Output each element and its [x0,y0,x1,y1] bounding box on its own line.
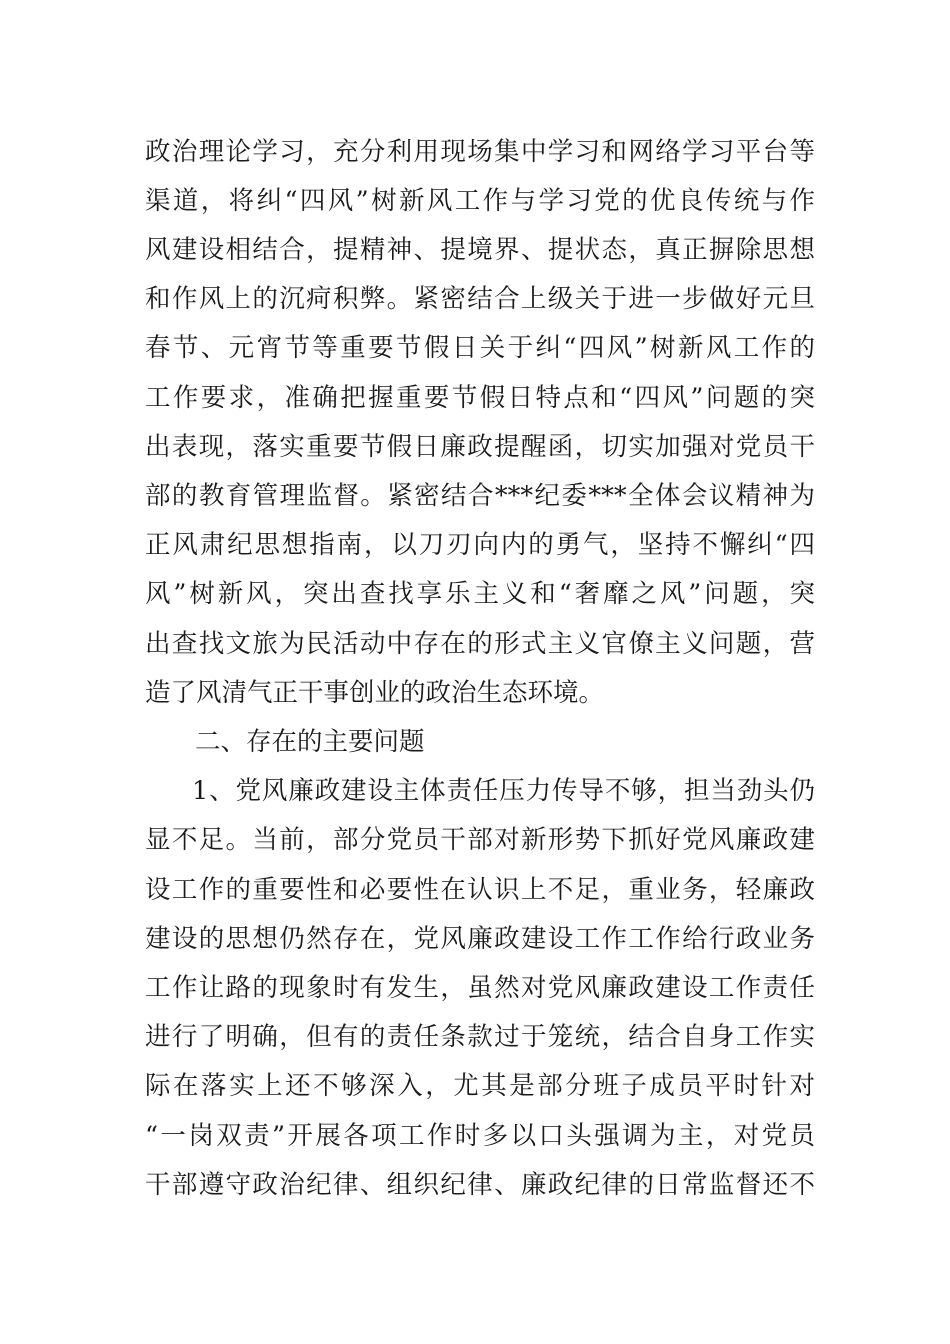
paragraph-line: 工作让路的现象时有发生，虽然对党风廉政建设工作责任 [145,973,815,1003]
paragraph-line: 进行了明确，但有的责任条款过于笼统，结合自身工作实 [145,1022,815,1052]
paragraph-line: 和作风上的沉疴积弊。紧密结合上级关于进一步做好元旦 [145,284,815,314]
paragraph-line: 际在落实上还不够深入，尤其是部分班子成员平时针对 [145,1071,815,1101]
paragraph-line: 显不足。当前，部分党员干部对新形势下抓好党风廉政建 [145,825,815,855]
paragraph-line: 春节、元宵节等重要节假日关于纠“四风”树新风工作的 [145,333,815,363]
paragraph-line: 政治理论学习，充分利用现场集中学习和网络学习平台等 [145,137,815,167]
paragraph-line: 干部遵守政治纪律、组织纪律、廉政纪律的日常监督还不 [145,1170,815,1200]
paragraph-last-line: 造了风清气正干事创业的政治生态环境。 [145,678,605,708]
section-heading: 二、存在的主要问题 [195,727,425,757]
paragraph-line: 正风肃纪思想指南，以刀刃向内的勇气，坚持不懈纠“四 [145,530,815,560]
paragraph-line: 设工作的重要性和必要性在认识上不足，重业务，轻廉政 [145,875,815,905]
paragraph-line: 工作要求，准确把握重要节假日特点和“四风”问题的突 [145,383,815,413]
paragraph-line: 1、党风廉政建设主体责任压力传导不够，担当劲头仍 [192,776,815,806]
paragraph-line: 部的教育管理监督。紧密结合***纪委***全体会议精神为 [145,481,815,511]
paragraph-line: “一岗双责”开展各项工作时多以口头强调为主，对党员 [145,1121,815,1151]
paragraph-line: 风建设相结合，提精神、提境界、提状态，真正摒除思想 [145,235,815,265]
paragraph-line: 出表现，落实重要节假日廉政提醒函，切实加强对党员干 [145,432,815,462]
paragraph-line: 渠道，将纠“四风”树新风工作与学习党的优良传统与作 [145,186,815,216]
paragraph-line: 建设的思想仍然存在，党风廉政建设工作工作给行政业务 [145,924,815,954]
paragraph-line: 出查找文旅为民活动中存在的形式主义官僚主义问题，营 [145,629,815,659]
paragraph-line: 风”树新风，突出查找享乐主义和“奢靡之风”问题，突 [145,579,815,609]
